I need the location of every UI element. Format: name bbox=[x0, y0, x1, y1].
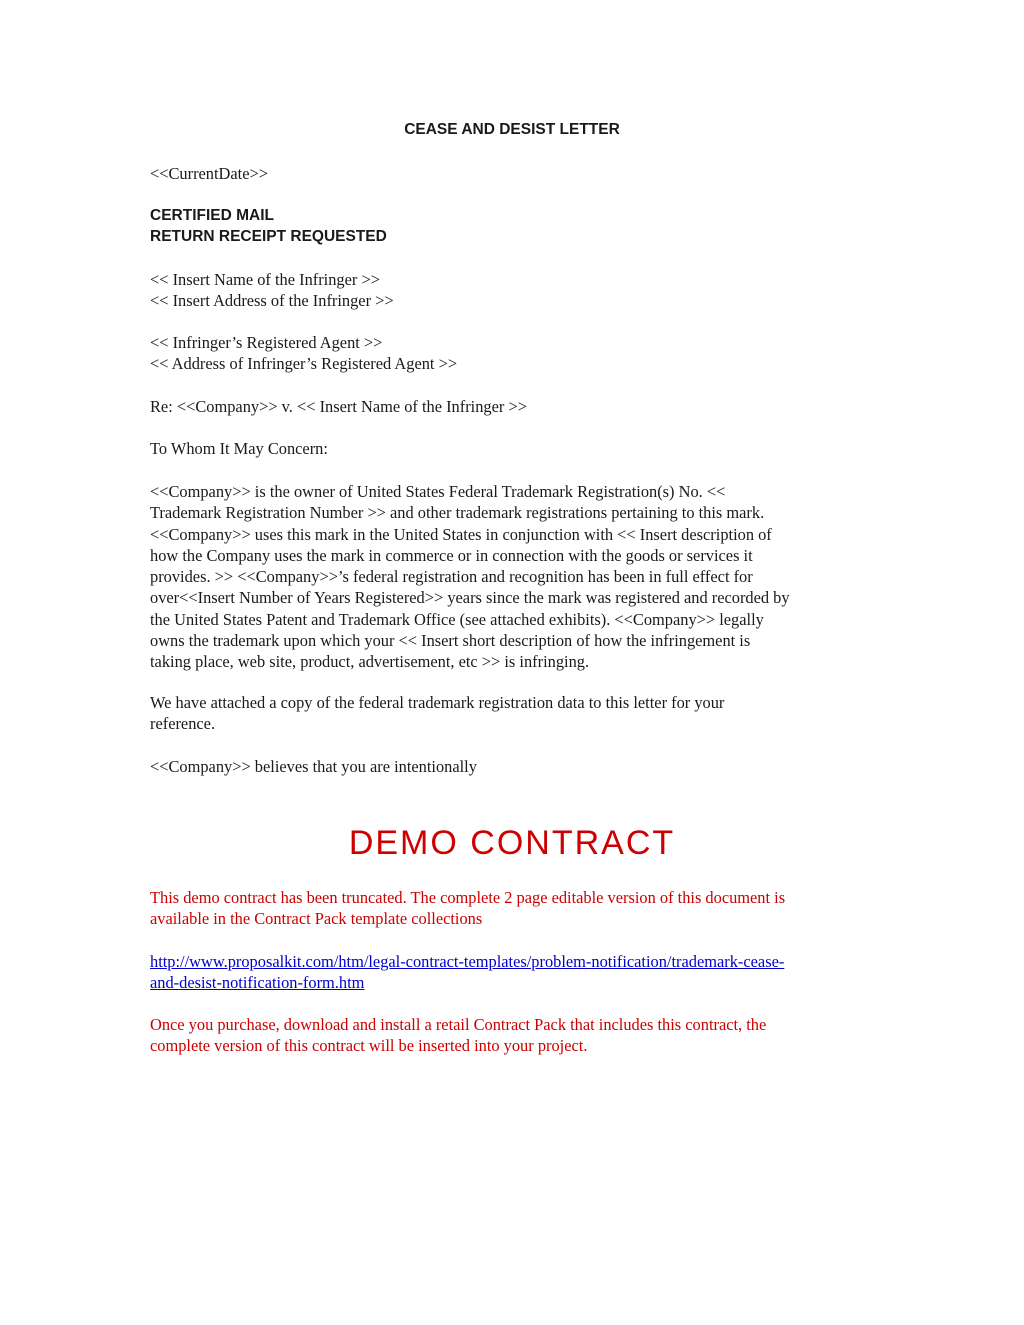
paragraph-line: the United States Patent and Trademark Office (see attached exhibits). <<Company>> legally bbox=[150, 609, 764, 629]
infringer-address-block bbox=[150, 269, 880, 312]
salutation: To Whom It May Concern: bbox=[150, 439, 328, 458]
document-title: CEASE AND DESIST LETTER bbox=[404, 121, 620, 138]
purchase-notice bbox=[150, 1014, 880, 1057]
belief-line: <<Company>> believes that you are intentionally bbox=[150, 757, 477, 776]
paragraph-line: Trademark Registration Number >> and other trademark registrations pertaining to this mark. bbox=[150, 503, 765, 523]
return-receipt-line: RETURN RECEIPT REQUESTED bbox=[150, 228, 387, 245]
certified-mail-line: CERTIFIED MAIL bbox=[150, 207, 274, 224]
attached-paragraph bbox=[150, 692, 880, 735]
agent-address-line: << Address of Infringer’s Registered Agent >> bbox=[150, 354, 458, 374]
demo-contract-heading: DEMO CONTRACT bbox=[348, 824, 676, 862]
certified-mail-block bbox=[150, 205, 880, 247]
paragraph-line: <<Company>> uses this mark in the United States in conjunction with << Insert description of bbox=[150, 524, 772, 544]
contract-link[interactable] bbox=[150, 951, 880, 994]
agent-name-line: << Infringer’s Registered Agent >> bbox=[150, 333, 383, 352]
notice-line: This demo contract has been truncated. The complete 2 page editable version of this document is bbox=[150, 888, 786, 907]
paragraph-line: <<Company>> is the owner of United States Federal Trademark Registration(s) No. << bbox=[150, 482, 726, 501]
paragraph-line: We have attached a copy of the federal trademark registration data to this letter for your bbox=[150, 693, 725, 712]
date-placeholder: <<CurrentDate>> bbox=[150, 164, 268, 183]
re-line: Re: <<Company>> v. << Insert Name of the Infringer >> bbox=[150, 397, 527, 416]
paragraph-line: reference. bbox=[150, 714, 216, 734]
paragraph-line: provides. >> <<Company>>’s federal registration and recognition has been in full effect for bbox=[150, 567, 753, 587]
paragraph-line: taking place, web site, product, advertisement, etc >> is infringing. bbox=[150, 652, 590, 672]
infringer-name-line: << Insert Name of the Infringer >> bbox=[150, 270, 380, 289]
contract-link-line[interactable]: http://www.proposalkit.com/htm/legal-contract-templates/problem-notification/trademark-cease- bbox=[150, 952, 785, 971]
notice-line: Once you purchase, download and install a retail Contract Pack that includes this contract, the bbox=[150, 1015, 767, 1034]
notice-line: complete version of this contract will be inserted into your project. bbox=[150, 1036, 588, 1056]
contract-link-line[interactable]: and-desist-notification-form.htm bbox=[150, 973, 365, 993]
paragraph-line: owns the trademark upon which your << Insert short description of how the infringement is bbox=[150, 631, 751, 651]
registered-agent-block bbox=[150, 332, 880, 375]
paragraph-line: how the Company uses the mark in commerce or in connection with the goods or services it bbox=[150, 545, 753, 565]
paragraph-line: over<<Insert Number of Years Registered>> years since the mark was registered and recorded by bbox=[150, 588, 790, 608]
body-paragraph bbox=[150, 481, 880, 673]
infringer-address-line: << Insert Address of the Infringer >> bbox=[150, 291, 394, 311]
notice-line: available in the Contract Pack template collections bbox=[150, 909, 483, 929]
truncated-notice bbox=[150, 887, 880, 930]
